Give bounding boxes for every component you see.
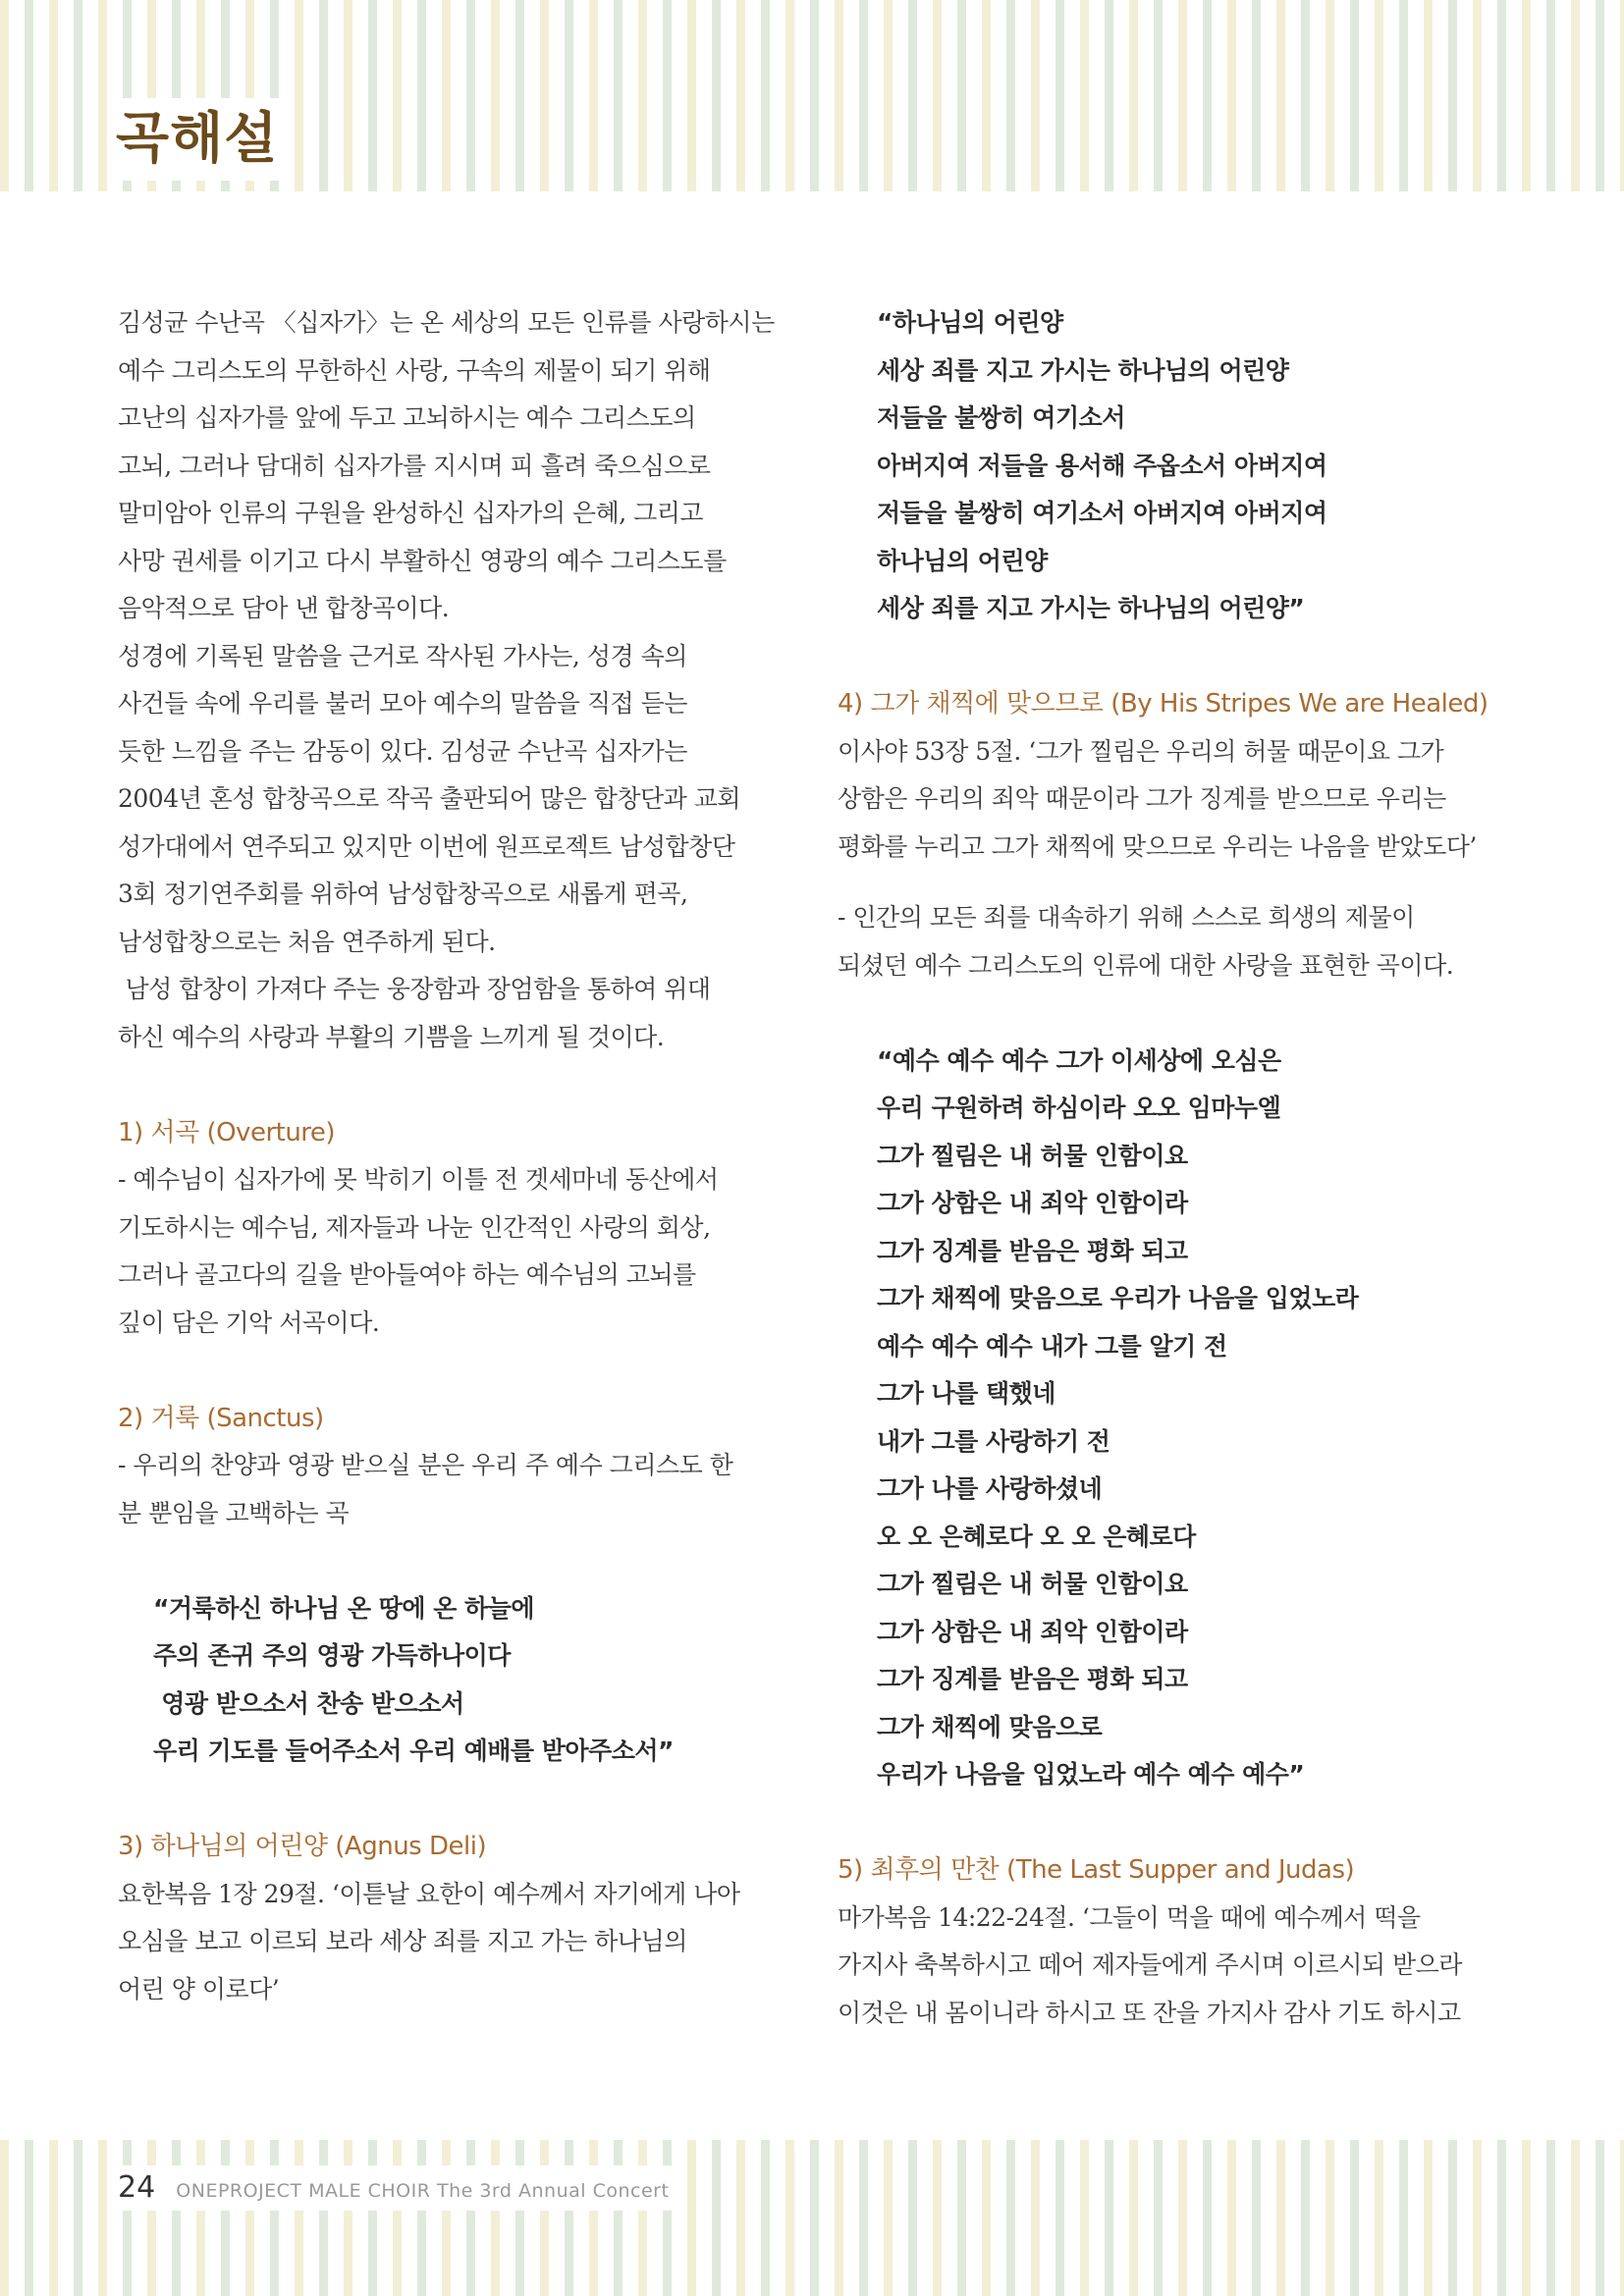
- page-title: 곡해설: [116, 107, 279, 171]
- quote-line: 우리가 나음을 입었노라 예수 예수 예수”: [877, 1760, 1305, 1789]
- intro-line: 고뇌, 그러나 담대히 십자가를 지시며 피 흘려 죽으심으로: [118, 451, 711, 480]
- section-1-line: - 예수님이 십자가에 못 박히기 이틀 전 겟세마네 동산에서: [118, 1165, 719, 1194]
- quote-line: 그가 상함은 내 죄악 인함이라: [877, 1617, 1188, 1646]
- section-2-quote: [118, 1585, 785, 1776]
- quote-line: “예수 예수 예수 그가 이세상에 오심은: [877, 1045, 1281, 1075]
- intro-line: 듯한 느낌을 주는 감동이 있다. 김성균 수난곡 십자가는: [118, 736, 687, 766]
- quote-line: 오 오 은혜로다 오 오 은혜로다: [877, 1522, 1196, 1551]
- section-4-quote: [838, 1038, 1515, 1799]
- quote-line: 하나님의 어린양: [877, 546, 1048, 575]
- intro-line: 예수 그리스도의 무한하신 사랑, 구속의 제물이 되기 위해: [118, 355, 711, 385]
- quote-line: 그가 찔림은 내 허물 인함이요: [877, 1141, 1188, 1170]
- section-5-line: 마가복음 14:22-24절. ‘그들이 먹을 때에 예수께서 떡을: [838, 1902, 1421, 1932]
- intro-line: 김성균 수난곡 〈십자가〉는 온 세상의 모든 인류를 사랑하시는: [118, 308, 775, 337]
- quote-line: 우리 기도를 들어주소서 우리 예배를 받아주소서”: [153, 1736, 674, 1765]
- spacer: [118, 1537, 785, 1585]
- quote-line: 저들을 불쌍히 여기소서 아버지여 아버지여: [877, 499, 1327, 527]
- right-column: [838, 299, 1515, 2037]
- quote-line: 주의 존귀 주의 영광 가득하나이다: [153, 1641, 511, 1670]
- quote-line: 세상 죄를 지고 가시는 하나님의 어린양: [877, 355, 1289, 385]
- spacer: [838, 1799, 1515, 1847]
- section-4-heading: 4) 그가 채찍에 맞으므로 (By His Stripes We are Healed): [838, 689, 1489, 719]
- section-4-note: - 인간의 모든 죄를 대속하기 위해 스스로 희생의 제물이: [838, 903, 1415, 932]
- section-4-note: 되셨던 예수 그리스도의 인류에 대한 사랑을 표현한 곡이다.: [838, 950, 1454, 980]
- section-4-line: 이사야 53장 5절. ‘그가 찔림은 우리의 허물 때문이요 그가: [838, 736, 1444, 766]
- section-3-line: 어린 양 이로다’: [118, 1974, 280, 2003]
- spacer: [838, 871, 1515, 894]
- section-5-line: 이것은 내 몸이니라 하시고 또 잔을 가지사 감사 기도 하시고: [838, 1998, 1461, 2027]
- quote-line: 그가 나를 택했네: [877, 1379, 1056, 1408]
- quote-line: 우리 구원하려 하심이라 오오 임마누엘: [877, 1094, 1281, 1122]
- section-1-heading: 1) 서곡 (Overture): [118, 1117, 336, 1148]
- section-3-quote: [838, 299, 1515, 633]
- section-2-heading: 2) 거룩 (Sanctus): [118, 1403, 324, 1433]
- quote-line: 그가 나를 사랑하셨네: [877, 1474, 1103, 1503]
- intro-line: 고난의 십자가를 앞에 두고 고뇌하시는 예수 그리스도의: [118, 403, 696, 432]
- spacer: [118, 1061, 785, 1109]
- intro-paragraph: [118, 299, 785, 1061]
- intro-line: 성가대에서 연주되고 있지만 이번에 원프로젝트 남성합창단: [118, 831, 735, 861]
- quote-line: 그가 채찍에 맞음으로: [877, 1712, 1103, 1741]
- section-4-line: 평화를 누리고 그가 채찍에 맞으므로 우리는 나음을 받았도다’: [838, 831, 1477, 861]
- section-2-line: 분 뿐임을 고백하는 곡: [118, 1498, 350, 1527]
- spacer: [118, 1776, 785, 1824]
- section-1-line: 깊이 담은 기악 서곡이다.: [118, 1308, 380, 1337]
- spacer: [118, 1347, 785, 1395]
- quote-line: 아버지여 저들을 용서해 주옵소서 아버지여: [877, 451, 1327, 480]
- intro-line: 3회 정기연주회를 위하여 남성합창곡으로 새롭게 편곡,: [118, 880, 688, 908]
- quote-line: “하나님의 어린양: [877, 308, 1063, 337]
- quote-line: 저들을 불쌍히 여기소서: [877, 403, 1125, 432]
- section-3-heading: 3) 하나님의 어린양 (Agnus Deli): [118, 1832, 487, 1861]
- page-number: 24: [118, 2170, 156, 2205]
- quote-line: 영광 받으소서 찬송 받으소서: [153, 1688, 464, 1718]
- quote-line: 세상 죄를 지고 가시는 하나님의 어린양”: [877, 594, 1305, 622]
- quote-line: 내가 그를 사랑하기 전: [877, 1426, 1110, 1456]
- section-5-line: 가지사 축복하시고 떼어 제자들에게 주시며 이르시되 받으라: [838, 1950, 1462, 1979]
- intro-line: 남성합창으로는 처음 연주하게 된다.: [118, 927, 496, 956]
- quote-line: 그가 채찍에 맞음으로 우리가 나음을 입었노라: [877, 1284, 1359, 1312]
- section-3-line: 오심을 보고 이르되 보라 세상 죄를 지고 가는 하나님의: [118, 1927, 687, 1955]
- bottom-stripe-band: [0, 2140, 1624, 2296]
- section-1-line: 그러나 골고다의 길을 받아들여야 하는 예수님의 고뇌를: [118, 1260, 696, 1289]
- left-column: [118, 299, 785, 2013]
- quote-line: 그가 찔림은 내 허물 인함이요: [877, 1570, 1188, 1598]
- intro-line: 하신 예수의 사랑과 부활의 기쁨을 느끼게 될 것이다.: [118, 1022, 665, 1051]
- intro-line: 남성 합창이 가져다 주는 웅장함과 장엄함을 통하여 위대: [118, 975, 711, 1003]
- section-1-line: 기도하시는 예수님, 제자들과 나눈 인간적인 사랑의 회상,: [118, 1212, 711, 1242]
- intro-line: 사건들 속에 우리를 불러 모아 예수의 말씀을 직접 듣는: [118, 689, 687, 718]
- concert-title: ONEPROJECT MALE CHOIR The 3rd Annual Concert: [176, 2180, 670, 2202]
- intro-line: 성경에 기록된 말씀을 근거로 작사된 가사는, 성경 속의: [118, 641, 687, 670]
- intro-line: 2004년 혼성 합창곡으로 작곡 출판되어 많은 합창단과 교회: [118, 784, 741, 813]
- intro-line: 사망 권세를 이기고 다시 부활하신 영광의 예수 그리스도를: [118, 546, 727, 575]
- section-5-heading: 5) 최후의 만찬 (The Last Supper and Judas): [838, 1855, 1355, 1885]
- quote-line: “거룩하신 하나님 온 땅에 온 하늘에: [153, 1593, 535, 1623]
- spacer: [838, 989, 1515, 1038]
- quote-line: 예수 예수 예수 내가 그를 알기 전: [877, 1331, 1227, 1361]
- quote-line: 그가 상함은 내 죄악 인함이라: [877, 1189, 1188, 1217]
- section-3-line: 요한복음 1장 29절. ‘이튿날 요한이 예수께서 자기에게 나아: [118, 1879, 740, 1908]
- spacer: [838, 633, 1515, 681]
- title-box: [110, 98, 294, 181]
- page-footer: [110, 2165, 686, 2211]
- quote-line: 그가 징계를 받음은 평화 되고: [877, 1236, 1188, 1265]
- intro-line: 음악적으로 담아 낸 합창곡이다.: [118, 594, 450, 622]
- quote-line: 그가 징계를 받음은 평화 되고: [877, 1665, 1188, 1693]
- intro-line: 말미암아 인류의 구원을 완성하신 십자가의 은혜, 그리고: [118, 499, 704, 527]
- section-2-line: - 우리의 찬양과 영광 받으실 분은 우리 주 예수 그리스도 한: [118, 1451, 733, 1479]
- section-4-line: 상함은 우리의 죄악 때문이라 그가 징계를 받으므로 우리는: [838, 784, 1446, 813]
